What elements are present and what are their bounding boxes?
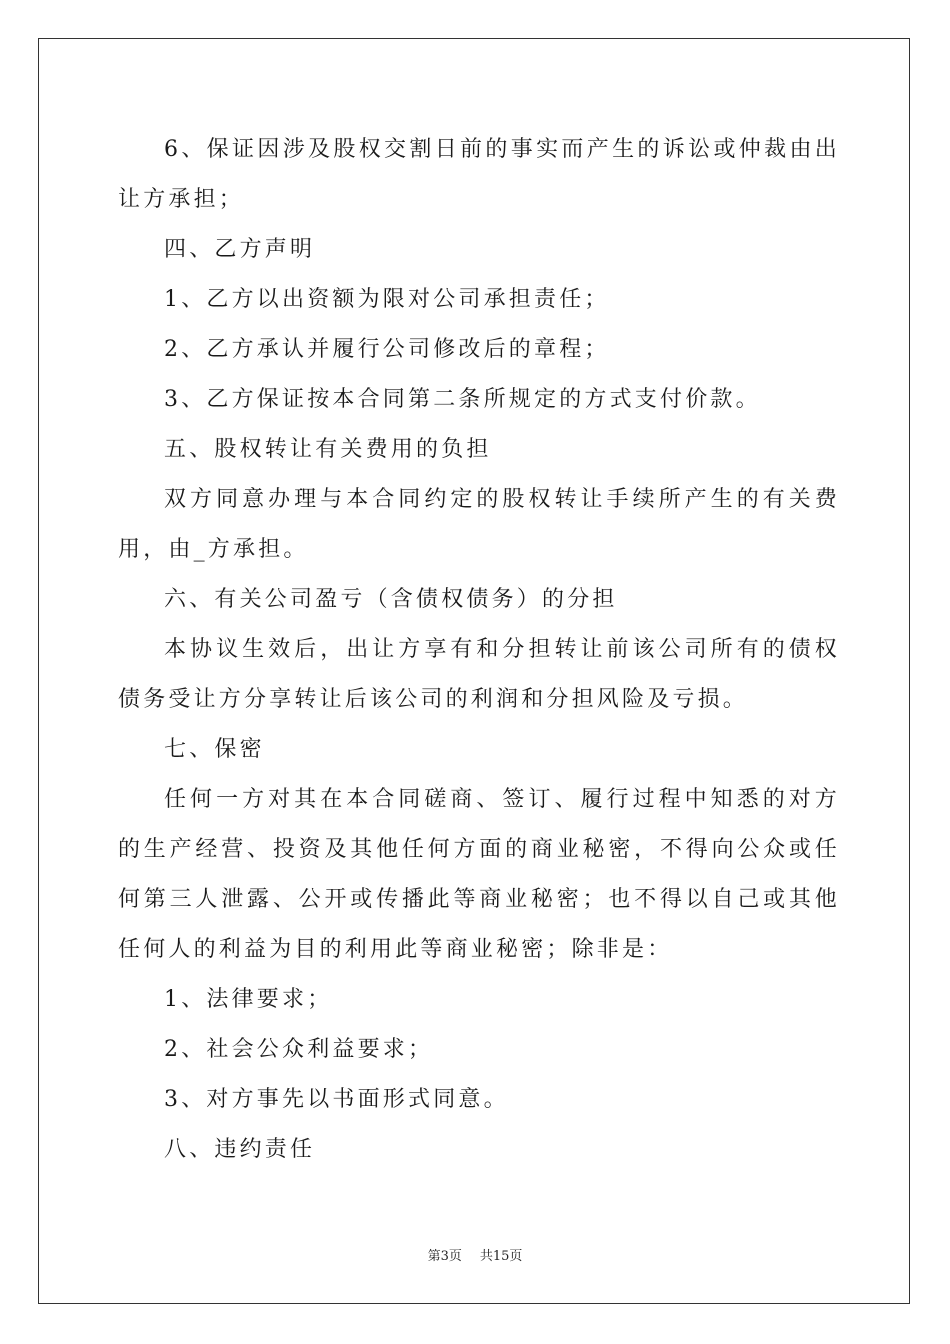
paragraph-item-1: 1、乙方以出资额为限对公司承担责任； — [164, 287, 610, 312]
paragraph-item-3: 3、乙方保证按本合同第二条所规定的方式支付价款。 — [164, 387, 761, 412]
page-number-current: 第3页 — [427, 1249, 462, 1264]
paragraph-confidentiality: 任何一方对其在本合同磋商、签订、履行过程中知悉的对方的生产经营、投资及其他任何方面的商业秘密，不得向公众或任何第三人泄露、公开或传播此等商业秘密；也不得以自己或其他任何人的利益为目的利用此等商业秘密；除非是： — [118, 787, 840, 962]
heading-section-8: 八、违约责任 — [164, 1137, 316, 1162]
paragraph-exception-2: 2、社会公众利益要求； — [164, 1037, 434, 1062]
paragraph-profit-loss: 本协议生效后，出让方享有和分担转让前该公司所有的债权债务受让方分享转让后该公司的利润和分担风险及亏损。 — [118, 637, 840, 712]
document-body — [118, 125, 840, 1175]
paragraph-item-2: 2、乙方承认并履行公司修改后的章程； — [164, 337, 610, 362]
paragraph-fees: 双方同意办理与本合同约定的股权转让手续所产生的有关费用，由_方承担。 — [118, 487, 840, 562]
page-number-total: 共15页 — [479, 1249, 523, 1264]
heading-section-4: 四、乙方声明 — [164, 237, 316, 262]
heading-section-6: 六、有关公司盈亏（含债权债务）的分担 — [164, 587, 618, 612]
paragraph-clause-6: 6、保证因涉及股权交割日前的事实而产生的诉讼或仲裁由出让方承担； — [118, 137, 840, 212]
heading-section-7: 七、保密 — [164, 737, 265, 762]
paragraph-exception-1: 1、法律要求； — [164, 987, 333, 1012]
page-footer — [0, 1245, 950, 1264]
heading-section-5: 五、股权转让有关费用的负担 — [164, 437, 492, 462]
paragraph-exception-3: 3、对方事先以书面形式同意。 — [164, 1087, 509, 1112]
